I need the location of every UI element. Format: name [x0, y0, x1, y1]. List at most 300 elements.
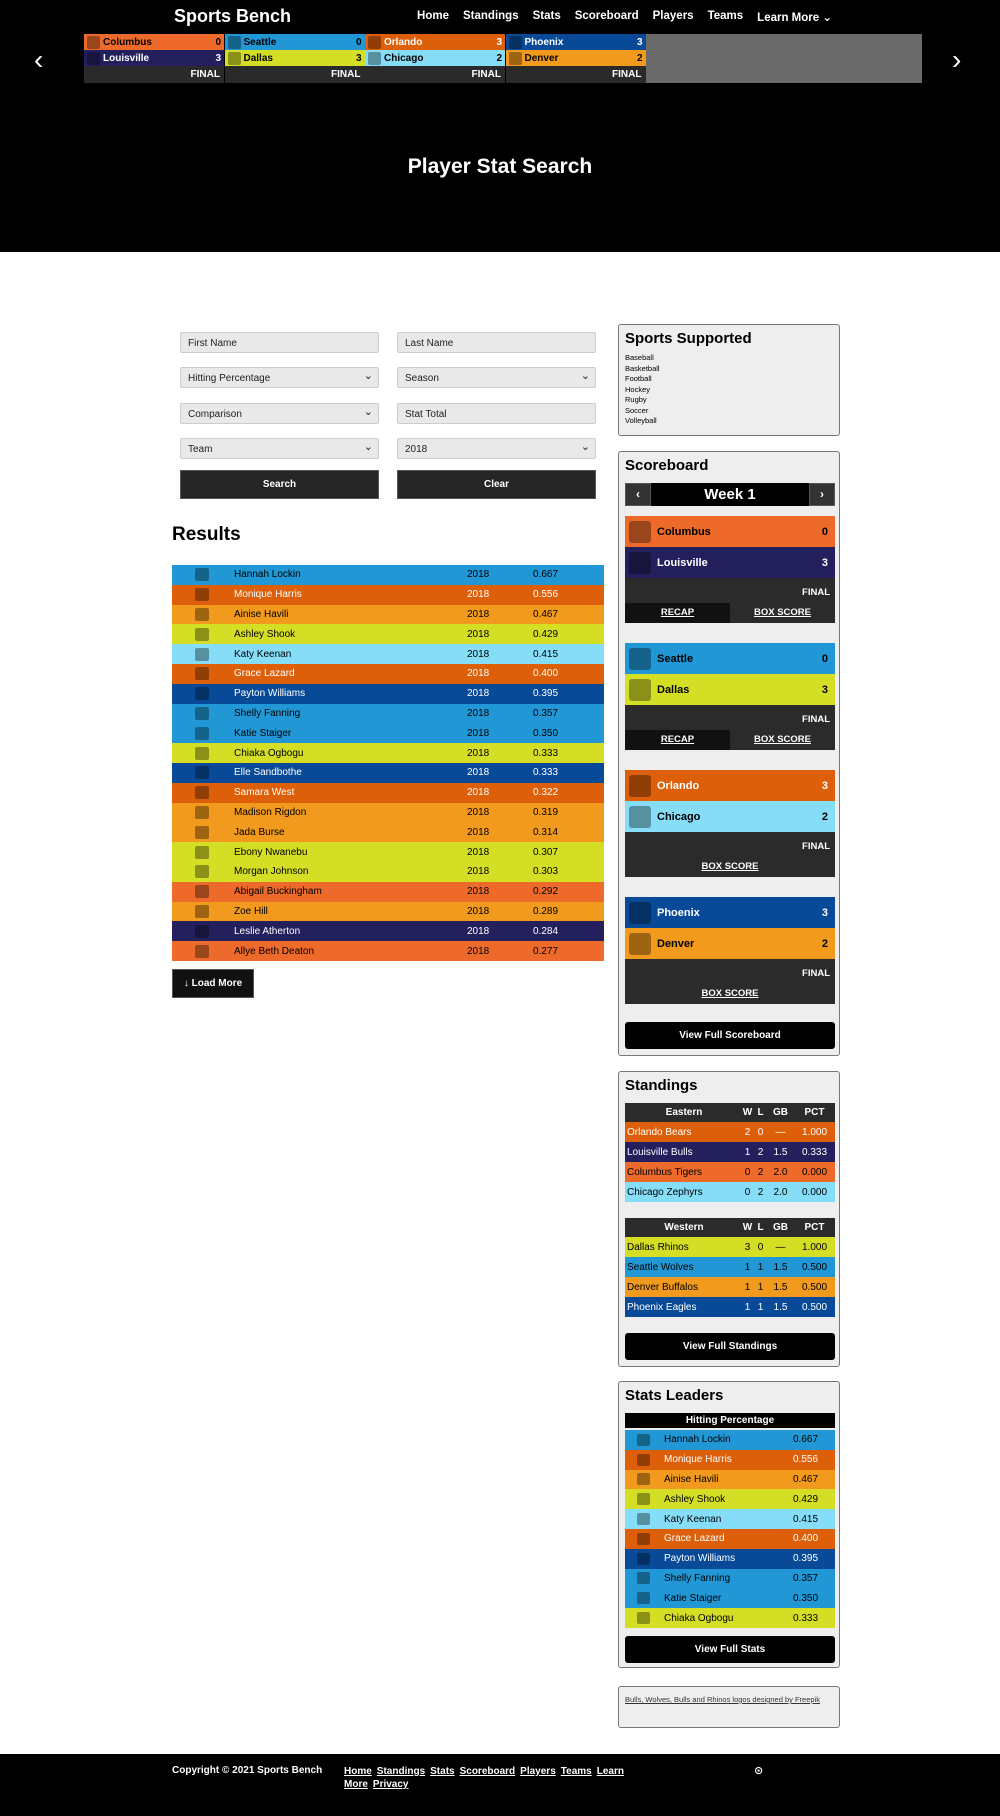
result-row [172, 704, 604, 724]
footer-link[interactable]: Stats [430, 1766, 455, 1777]
win-pct: 0.500 [801, 1301, 828, 1313]
season-year: 2018 [467, 688, 490, 700]
scoreboard-team-row [625, 547, 835, 578]
player-name[interactable]: Madison Rigdon [234, 806, 307, 818]
footer-link[interactable]: Privacy [372, 1779, 409, 1790]
team-name: Seattle [657, 652, 694, 665]
logo-credit-link[interactable]: Bulls, Wolves, Bulls and Rhinos logos designed by Freepik [625, 1695, 820, 1704]
team-score: 3 [496, 36, 502, 48]
losses: 1 [757, 1261, 764, 1273]
season-year: 2018 [467, 628, 490, 640]
footer-link[interactable]: Learn More [344, 1766, 624, 1790]
team-score: 3 [636, 36, 643, 48]
result-row [172, 921, 604, 941]
last-name-input[interactable]: Last Name [397, 332, 596, 353]
stat-value: 0.319 [533, 806, 559, 818]
stat-value: 0.322 [533, 787, 559, 799]
stat-value: 0.415 [793, 1513, 819, 1525]
result-row [172, 743, 604, 763]
team-logo-icon [228, 52, 241, 65]
season-year: 2018 [467, 569, 490, 581]
score-ticker [84, 34, 646, 83]
ticker-game[interactable] [84, 34, 224, 83]
stat-value: 0.284 [533, 925, 559, 937]
stat-value: 0.277 [533, 945, 559, 957]
ticker-empty-slot [646, 34, 922, 83]
team-score: 3 [215, 52, 221, 64]
nav-item[interactable]: Players [652, 10, 694, 22]
stat-value: 0.667 [533, 569, 559, 581]
team-name[interactable]: Columbus Tigers [627, 1166, 703, 1178]
team-logo-icon [195, 846, 209, 859]
game-status: FINAL [365, 66, 505, 83]
result-row [172, 684, 604, 704]
player-name[interactable]: Zoe Hill [234, 905, 268, 917]
standings-header-row [625, 1218, 835, 1237]
team-logo-icon [509, 52, 522, 65]
standings-row [625, 1297, 835, 1317]
ticker-team-row [365, 50, 505, 66]
scoreboard-team-row [625, 897, 835, 928]
game-box [625, 705, 835, 750]
team-name: Louisville [103, 52, 150, 64]
team-logo-icon [368, 52, 381, 65]
team-logo-icon [195, 628, 209, 641]
standings-row [625, 1162, 835, 1182]
team-name: Columbus [657, 525, 711, 538]
nav-item[interactable]: Learn More ⌄ [757, 12, 832, 24]
win-pct: 0.000 [801, 1166, 828, 1178]
games-behind: 2.0 [773, 1186, 788, 1198]
season-year: 2018 [467, 668, 490, 680]
rss-icon[interactable]: ⊙ [754, 1765, 764, 1777]
team-logo-icon [629, 521, 651, 543]
game-status: FINAL [802, 587, 830, 598]
team-score: 3 [821, 779, 828, 792]
ticker-team-row [506, 34, 646, 50]
team-score: 3 [821, 683, 828, 696]
result-row [172, 882, 604, 902]
footer-link[interactable]: Teams [560, 1766, 592, 1777]
scoreboard-title: Scoreboard [625, 457, 709, 474]
stat-total-input[interactable]: Stat Total [397, 403, 596, 424]
player-name[interactable]: Ainise Havili [664, 1473, 719, 1485]
player-name[interactable]: Ebony Nwanebu [234, 846, 308, 858]
leader-row [625, 1489, 835, 1509]
team-logo-icon [195, 648, 209, 661]
player-name[interactable]: Hannah Lockin [664, 1434, 731, 1446]
standings-title: Standings [625, 1077, 698, 1094]
season-year: 2018 [467, 886, 490, 898]
result-row [172, 803, 604, 823]
leaders-list [625, 1430, 835, 1628]
standings-row [625, 1182, 835, 1202]
leader-row [625, 1569, 835, 1589]
footer-link[interactable]: Standings [376, 1766, 426, 1777]
player-name[interactable]: Hannah Lockin [234, 569, 301, 581]
scoreboard-team-row [625, 643, 835, 674]
team-name: Dallas [657, 683, 690, 696]
week-selector [625, 483, 835, 506]
leader-row [625, 1430, 835, 1450]
team-logo-icon [637, 1592, 650, 1604]
season-year: 2018 [467, 767, 490, 779]
stat-value: 0.292 [533, 886, 559, 898]
stat-value: 0.289 [533, 905, 559, 917]
sports-list [619, 347, 839, 427]
ticker-game[interactable] [506, 34, 646, 83]
player-name[interactable]: Morgan Johnson [234, 866, 309, 878]
standings-row [625, 1142, 835, 1162]
team-logo-icon [195, 806, 209, 819]
season-year: 2018 [467, 727, 490, 739]
team-logo-icon [637, 1513, 650, 1525]
result-row [172, 565, 604, 585]
result-row [172, 862, 604, 882]
leader-row [625, 1588, 835, 1608]
stat-value: 0.350 [533, 727, 559, 739]
column-header: L [757, 1107, 764, 1118]
sport-item: Hockey [625, 384, 651, 394]
game-status: FINAL [225, 66, 365, 83]
nav-item[interactable]: Standings [463, 10, 519, 22]
team-score: 3 [821, 556, 828, 569]
recap-link[interactable]: RECAP [625, 603, 730, 623]
team-logo-icon [195, 865, 209, 878]
player-name[interactable]: Shelly Fanning [234, 707, 301, 719]
view-full-stats-button[interactable]: View Full Stats [625, 1636, 835, 1663]
game-links [625, 857, 835, 877]
game-box [625, 578, 835, 623]
team-logo-icon [629, 679, 651, 701]
team-logo-icon [629, 648, 651, 670]
team-name: Dallas [243, 52, 273, 64]
sport-item: Basketball [625, 363, 660, 373]
nav-item[interactable]: Home [417, 10, 449, 22]
win-pct: 1.000 [801, 1241, 828, 1253]
player-name[interactable]: Ainise Havili [234, 608, 289, 620]
result-row [172, 605, 604, 625]
column-header: GB [773, 1107, 788, 1118]
scoreboard-game [625, 897, 835, 1004]
team-name: Louisville [657, 556, 708, 569]
stat-value: 0.333 [793, 1612, 819, 1624]
player-name[interactable]: Grace Lazard [234, 668, 295, 680]
stat-value: 0.429 [533, 628, 559, 640]
team-name: Columbus [103, 36, 152, 48]
ticker-next-arrow-icon[interactable]: › [952, 44, 962, 75]
first-name-input[interactable]: First Name [180, 332, 379, 353]
player-name[interactable]: Chiaka Ogbogu [664, 1612, 734, 1624]
team-name: Chicago [657, 810, 701, 823]
standings-table [625, 1218, 835, 1317]
games-behind: 1.5 [773, 1261, 788, 1273]
results-heading: Results [172, 524, 241, 545]
stat-value: 0.556 [533, 589, 559, 601]
stats-leaders-title: Stats Leaders [625, 1387, 724, 1404]
result-row [172, 664, 604, 684]
ticker-game[interactable] [225, 34, 365, 83]
game-links [625, 730, 835, 750]
leader-row [625, 1450, 835, 1470]
scoreboard-game [625, 516, 835, 623]
scoreboard-team-row [625, 928, 835, 959]
team-logo-icon [195, 826, 209, 839]
season-year: 2018 [467, 925, 490, 937]
leaders-stat-name: Hitting Percentage [625, 1413, 835, 1428]
result-row [172, 723, 604, 743]
team-name: Chicago [384, 52, 424, 64]
team-logo-icon [195, 667, 209, 680]
scoreboard-team-row [625, 516, 835, 547]
player-name[interactable]: Katie Staiger [234, 727, 292, 739]
season-year: 2018 [467, 648, 490, 660]
player-name[interactable]: Grace Lazard [664, 1533, 725, 1545]
team-logo-icon [509, 36, 522, 49]
season-year: 2018 [467, 945, 490, 957]
team-name: Orlando [384, 36, 423, 48]
player-name[interactable]: Katy Keenan [664, 1513, 722, 1525]
result-row [172, 763, 604, 783]
win-pct: 0.000 [801, 1186, 828, 1198]
comparison-select[interactable]: Comparison ⌄ [180, 403, 379, 424]
stat-value: 0.307 [533, 846, 559, 858]
team-logo-icon [195, 588, 209, 601]
main-nav [403, 10, 832, 24]
sports-supported-card [618, 324, 840, 436]
view-full-standings-button[interactable]: View Full Standings [625, 1333, 835, 1360]
player-name[interactable]: Samara West [234, 787, 295, 799]
win-pct: 0.333 [801, 1146, 828, 1158]
copyright-text: Copyright © 2021 Sports Bench [172, 1765, 323, 1776]
wins: 1 [744, 1301, 751, 1313]
team-logo-icon [629, 902, 651, 924]
season-year: 2018 [467, 707, 490, 719]
column-header: W [742, 1222, 753, 1233]
team-name: Seattle [243, 36, 277, 48]
result-row [172, 624, 604, 644]
team-logo-icon [637, 1572, 650, 1584]
stat-value: 0.350 [793, 1592, 819, 1604]
wins: 0 [744, 1186, 751, 1198]
team-name[interactable]: Phoenix Eagles [627, 1301, 697, 1313]
column-header: W [742, 1107, 753, 1118]
nav-item[interactable]: Stats [532, 10, 561, 22]
season-year: 2018 [467, 846, 490, 858]
team-logo-icon [195, 707, 209, 720]
ticker-team-row [225, 50, 365, 66]
ticker-team-row [84, 34, 224, 50]
player-name[interactable]: Allye Beth Deaton [234, 945, 315, 957]
scoreboard-team-row [625, 674, 835, 705]
box-score-link[interactable]: BOX SCORE [701, 988, 759, 999]
footer-link[interactable]: Scoreboard [459, 1766, 516, 1777]
nav-item[interactable]: Scoreboard [574, 10, 639, 22]
team-name[interactable]: Denver Buffalos [627, 1281, 698, 1293]
team-score: 2 [636, 52, 643, 64]
leader-row [625, 1549, 835, 1569]
losses: 0 [757, 1241, 764, 1253]
player-name[interactable]: Katy Keenan [234, 648, 292, 660]
stats-leaders-card [618, 1381, 840, 1668]
nav-item[interactable]: Teams [707, 10, 744, 22]
stat-select[interactable]: Hitting Percentage ⌄ [180, 367, 379, 388]
team-score: 0 [355, 36, 362, 48]
stat-value: 0.429 [793, 1493, 819, 1505]
season-select[interactable]: Season ⌄ [397, 367, 596, 388]
ticker-team-row [225, 34, 365, 50]
recap-link[interactable]: RECAP [625, 730, 730, 750]
team-name[interactable]: Orlando Bears [627, 1126, 692, 1138]
losses: 2 [757, 1186, 764, 1198]
sport-item: Football [625, 374, 652, 383]
team-name[interactable]: Chicago Zephyrs [627, 1186, 703, 1198]
team-name[interactable]: Seattle Wolves [627, 1261, 694, 1273]
team-logo-icon [228, 36, 241, 49]
player-name[interactable]: Ashley Shook [234, 628, 296, 640]
team-logo-icon [195, 925, 209, 938]
losses: 2 [757, 1146, 764, 1158]
site-header [0, 0, 1000, 252]
sport-item: Baseball [625, 353, 654, 362]
stat-value: 0.467 [533, 608, 559, 620]
team-score: 0 [215, 36, 221, 48]
wins: 0 [744, 1166, 751, 1178]
scoreboard-game [625, 643, 835, 750]
ticker-team-row [365, 34, 505, 50]
player-name[interactable]: Jada Burse [234, 826, 285, 838]
team-score: 2 [821, 937, 828, 950]
sport-item: Rugby [625, 395, 647, 404]
stat-value: 0.333 [533, 767, 559, 779]
column-header: PCT [804, 1222, 825, 1233]
game-status: FINAL [84, 66, 224, 83]
stat-value: 0.667 [793, 1434, 819, 1446]
standings-header-row [625, 1103, 835, 1122]
stat-value: 0.395 [533, 688, 559, 700]
game-box [625, 959, 835, 1004]
game-box [625, 832, 835, 877]
player-name[interactable]: Chiaka Ogbogu [234, 747, 304, 759]
team-logo-icon [195, 747, 209, 760]
player-name[interactable]: Ashley Shook [664, 1493, 726, 1505]
box-score-link[interactable]: BOX SCORE [701, 861, 759, 872]
player-name[interactable]: Leslie Atherton [234, 925, 301, 937]
player-name[interactable]: Payton Williams [664, 1553, 736, 1565]
scoreboard-team-row [625, 770, 835, 801]
division-name: Eastern [665, 1107, 703, 1118]
game-status: FINAL [506, 66, 646, 83]
clear-button[interactable]: Clear [397, 470, 596, 499]
team-logo-icon [195, 905, 209, 918]
year-select[interactable]: 2018 ⌄ [397, 438, 596, 459]
standings-row [625, 1277, 835, 1297]
result-row [172, 783, 604, 803]
season-year: 2018 [467, 608, 490, 620]
team-name: Orlando [657, 779, 700, 792]
column-header: GB [773, 1222, 788, 1233]
season-year: 2018 [467, 826, 490, 838]
player-name[interactable]: Monique Harris [664, 1454, 732, 1466]
team-name[interactable]: Louisville Bulls [627, 1146, 693, 1158]
game-status: FINAL [802, 714, 830, 725]
week-next-icon[interactable]: › [809, 483, 835, 506]
games-behind: 1.5 [773, 1146, 788, 1158]
team-name: Denver [524, 52, 559, 64]
team-name[interactable]: Dallas Rhinos [627, 1241, 689, 1253]
player-name[interactable]: Katie Staiger [664, 1592, 722, 1604]
standings-card [618, 1071, 840, 1367]
standings-row [625, 1257, 835, 1277]
result-row [172, 941, 604, 961]
team-logo-icon [87, 36, 100, 49]
ticker-prev-arrow-icon[interactable]: ‹ [34, 44, 44, 75]
games-behind: — [775, 1241, 786, 1253]
team-logo-icon [637, 1434, 650, 1446]
footer-link[interactable]: Players [520, 1766, 556, 1777]
load-more-button[interactable]: ↓ Load More [172, 969, 254, 998]
games-behind: 1.5 [773, 1301, 788, 1313]
team-select[interactable]: Team ⌄ [180, 438, 379, 459]
result-row [172, 822, 604, 842]
season-year: 2018 [467, 787, 490, 799]
player-name[interactable]: Monique Harris [234, 589, 302, 601]
site-footer [0, 1754, 1000, 1816]
ticker-game[interactable] [365, 34, 505, 83]
team-logo-icon [629, 806, 651, 828]
box-score-link[interactable]: BOX SCORE [753, 607, 811, 618]
team-logo-icon [629, 552, 651, 574]
wins: 1 [744, 1281, 751, 1293]
week-prev-icon[interactable]: ‹ [625, 483, 651, 506]
team-logo-icon [195, 945, 209, 958]
player-name[interactable]: Abigail Buckingham [234, 886, 322, 898]
team-score: 2 [496, 52, 502, 64]
standings-row [625, 1237, 835, 1257]
player-name[interactable]: Payton Williams [234, 688, 306, 700]
stat-value: 0.333 [533, 747, 559, 759]
search-button[interactable]: Search [180, 470, 379, 499]
team-score: 2 [821, 810, 828, 823]
team-name: Phoenix [524, 36, 564, 48]
footer-nav [344, 1765, 684, 1791]
player-name[interactable]: Elle Sandbothe [234, 767, 302, 779]
team-logo-icon [195, 568, 209, 581]
games-behind: 1.5 [773, 1281, 788, 1293]
win-pct: 0.500 [801, 1261, 828, 1273]
column-header: PCT [804, 1107, 825, 1118]
column-header: L [757, 1222, 764, 1233]
games-behind: 2.0 [773, 1166, 788, 1178]
standings-table [625, 1103, 835, 1202]
player-name[interactable]: Shelly Fanning [664, 1572, 731, 1584]
team-logo-icon [195, 766, 209, 779]
credit-card [618, 1686, 840, 1728]
footer-link[interactable]: Home [344, 1766, 372, 1777]
season-year: 2018 [467, 589, 490, 601]
box-score-link[interactable]: BOX SCORE [753, 734, 811, 745]
game-status: FINAL [802, 968, 830, 979]
season-year: 2018 [467, 866, 490, 878]
team-score: 3 [821, 906, 828, 919]
team-logo-icon [637, 1612, 650, 1624]
game-links [625, 603, 835, 623]
scoreboard-card [618, 451, 840, 1056]
view-full-scoreboard-button[interactable]: View Full Scoreboard [625, 1022, 835, 1049]
losses: 1 [757, 1301, 764, 1313]
sport-item: Soccer [625, 405, 649, 415]
site-brand[interactable]: Sports Bench [174, 6, 292, 26]
